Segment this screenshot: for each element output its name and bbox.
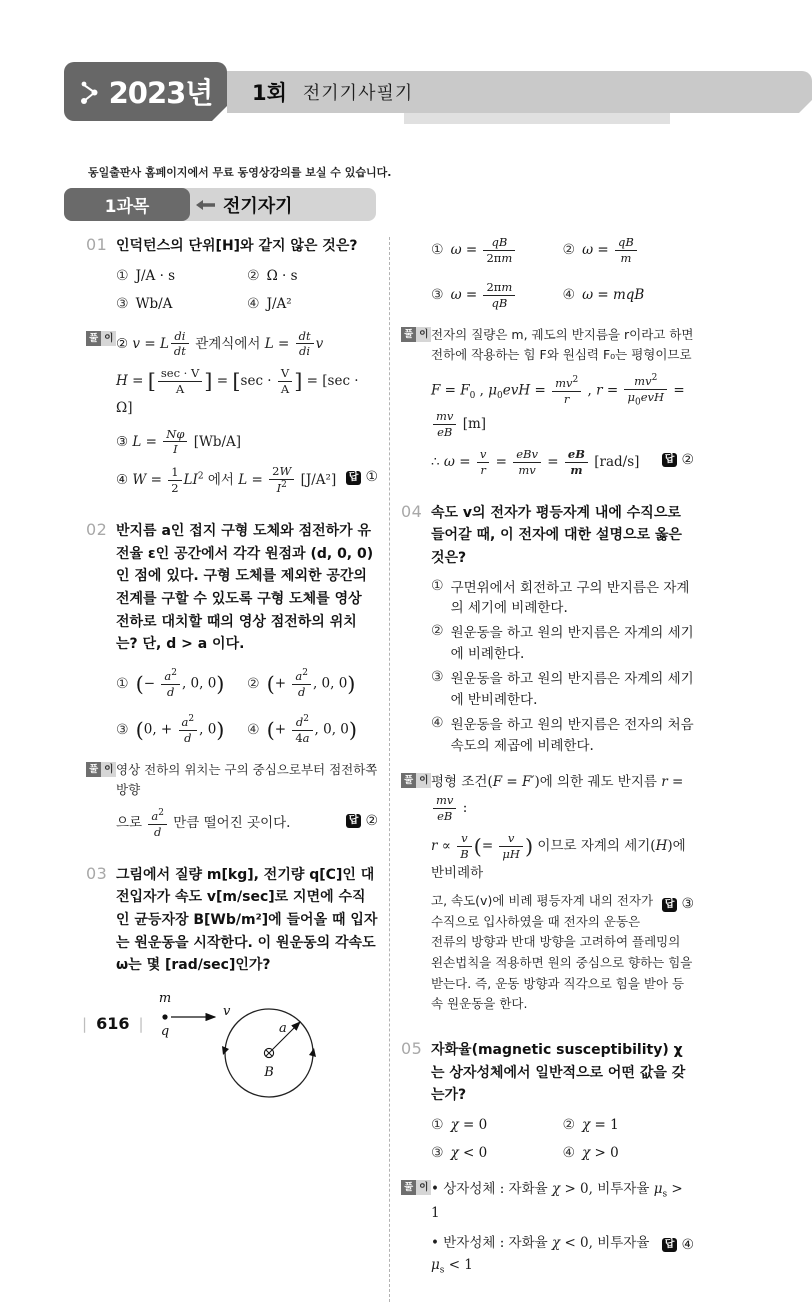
option-2: ② Ω · s [247, 267, 298, 285]
option-4: ④ J/A² [247, 295, 292, 313]
solution-line: $F = F_0$ , $\mu_0evH$ = $\frac{mv^2}{r}$ , r = $\frac{mv^2}{\mu_0evH}$ = $\frac{mv}{eB}$ [m] [431, 373, 685, 439]
solution-text: 영상 전하의 위치는 구의 중심으로부터 점전하쪽 방향 [116, 761, 378, 798]
answer-number: ① [365, 469, 378, 486]
solution-02 [89, 760, 378, 840]
exam-title: 전기기사필기 [302, 83, 414, 104]
question-02-options [116, 668, 378, 745]
solution-line: r ∝ $\frac{v}{B}$ (= $\frac{v}{\mu H}$ ) 이므로 자계의 세기(H)에 반비례하 [431, 831, 686, 881]
share-icon [79, 78, 100, 106]
question-03-number: 03 [86, 863, 108, 883]
subject-number: 1과목 [104, 197, 150, 217]
option-1: ① 구면위에서 회전하고 구의 반지름은 자계의 세기에 비례한다. [431, 577, 690, 617]
solution-line: 답 ① ④ W = $\frac{1}{2}$ $LI^2$ 에서 L = $\frac{2W}{I^2}$ [J/A²] [116, 464, 378, 496]
option-2: ② ω = $\frac{qB}{m}$ [563, 235, 695, 266]
right-column [403, 235, 694, 1302]
solution-03 [404, 325, 694, 478]
solution-badge: 풀 이 [401, 773, 431, 789]
question-02 [88, 520, 378, 839]
answer-badge: 답 ④ [662, 1234, 694, 1257]
question-05-options [431, 1115, 694, 1164]
option-4: ④ ω = mqB [562, 286, 645, 304]
page-number-bar: | [138, 1014, 144, 1033]
column-divider [389, 237, 390, 1302]
subject-number-badge [64, 188, 190, 221]
subject-name: 전기자기 [223, 195, 293, 217]
page-header [64, 62, 750, 142]
option-3: ③ χ < 0 [431, 1144, 488, 1162]
question-03-continued [403, 235, 694, 478]
left-column [88, 235, 378, 1302]
question-05 [403, 1039, 694, 1278]
solution-line: 답 ④ • 반자성체 : 자화율 χ < 0, 비투자율 $\mu_s < 1$ [431, 1234, 694, 1276]
option-1: ① ω = $\frac{qB}{2\pi m}$ [431, 235, 563, 266]
question-05-number: 05 [401, 1038, 423, 1058]
figure-label-field: B [264, 1064, 274, 1080]
answer-number: ② [365, 812, 378, 829]
solution-badge: 풀 이 [401, 1180, 431, 1196]
figure-label-velocity: v [223, 1003, 231, 1019]
content-columns [0, 221, 750, 1302]
answer-number: ② [681, 451, 694, 468]
page-number-bar: | [82, 1014, 88, 1033]
year-label: 2023년 [108, 76, 213, 110]
question-03-stem: 그림에서 질량 m[kg], 전기량 q[C]인 대전입자가 속도 v[m/sec]로 지면에 수직인 균등자장 B[Wb/m²]에 들어올 때 입자는 원운동을 시작한다. 이 원운동의 각속도 ω는 몇 [rad/sec]인가? [116, 866, 378, 974]
subject-section-bar [64, 188, 376, 221]
solution-line: 평형 조건(F = F′)에 의한 궤도 반지름 r = $\frac{mv}{eB}$ : [431, 773, 684, 824]
solution-text: 답 ③ 고, 속도(v)에 비례 평등자계 내의 전자가 수직으로 입사하였을 때 전자의 운동은 전류의 방향과 반대 방향을 고려하여 플레밍의 왼손법칙을 적용하면 원의 중심으로 향하는 힘을 받는다. 즉, 운동 방향과 직각으로 힘을 받아 등속 원운동을 한다. [431, 893, 694, 1012]
page-number: | 616 | [82, 1014, 144, 1033]
answer-number: ④ [681, 1236, 694, 1253]
option-3: ③ (0, + $\frac{a^2}{d}$ , 0) [116, 713, 225, 745]
option-1: ① J/A · s [116, 267, 176, 285]
answer-badge: 답 ② [662, 449, 694, 472]
question-01 [88, 235, 378, 496]
question-02-stem: 반지름 a인 접지 구형 도체와 점전하가 유전율 ε인 공간에서 각각 원점과 (d, 0, 0)인 점에 있다. 구형 도체를 제외한 공간의 전계를 구할 수 있도록 구형 도체를 영상 전하로 대치할 때의 영상 점전하의 위치는? 단, d > a 이다. [116, 523, 374, 653]
option-3: ③ ω = $\frac{2\pi m}{qB}$ [431, 280, 563, 311]
solution-05 [404, 1178, 694, 1279]
option-3: ③ 원운동을 하고 원의 반지름은 자계의 세기에 반비례한다. [431, 669, 694, 709]
question-03-options [431, 235, 694, 311]
question-03 [88, 864, 378, 1107]
option-4: ④ (+ $\frac{d^2}{4a}$ , 0, 0) [247, 713, 358, 745]
option-2: ② χ = 1 [562, 1116, 619, 1134]
option-4: ④ 원운동을 하고 원의 반지름은 전자의 처음 속도의 제곱에 비례한다. [431, 715, 694, 754]
solution-04 [404, 771, 694, 1015]
solution-01 [89, 328, 378, 497]
solution-text: 전자의 질량은 m, 궤도의 반지름을 r이라고 하면 전하에 작용하는 힘 F와 원심력 F₀는 평형이므로 [431, 326, 694, 363]
question-04 [403, 502, 694, 1015]
question-01-options [116, 266, 378, 315]
solution-line: • 상자성체 : 자화율 χ > 0, 비투자율 $\mu_s > 1$ [431, 1180, 683, 1222]
answer-badge: 답 ③ [662, 893, 694, 916]
question-05-stem: 자화율(magnetic susceptibility) χ는 상자성체에서 일반적으로 어떤 값을 갖는가? [431, 1041, 686, 1104]
question-04-stem: 속도 v의 전자가 평등자계 내에 수직으로 들어갈 때, 이 전자에 대한 설명으로 옳은 것은? [431, 504, 682, 566]
figure-label-radius: a [279, 1020, 287, 1036]
solution-badge: 풀 이 [86, 331, 116, 347]
solution-badge: 풀 이 [86, 762, 116, 778]
option-4: ④ χ > 0 [562, 1144, 619, 1162]
figure-label-charge: q [160, 1023, 170, 1039]
option-2: ② 원운동을 하고 원의 반지름은 자계의 세기에 비례한다. [431, 623, 694, 663]
answer-number: ③ [681, 896, 694, 913]
question-01-number: 01 [86, 235, 108, 254]
question-01-stem: 인덕턴스의 단위[H]와 같지 않은 것은? [116, 238, 358, 254]
round-label: 1회 [252, 81, 287, 105]
arrow-marker-icon [196, 200, 215, 210]
free-lecture-notice: 동일출판사 홈페이지에서 무료 동영상강의를 보실 수 있습니다. [88, 166, 392, 179]
solution-line: ③ L = $\frac{N\varphi}{I}$ [Wb/A] [116, 426, 242, 457]
solution-line: ② v = L $\frac{di}{dt}$ 관계식에서 L = $\frac{dt}{di}$ v [116, 328, 324, 359]
question-02-number: 02 [86, 520, 108, 540]
solution-line: 답 ② ∴ ω = $\frac{v}{r}$ = $\frac{\text{eBv}}{mv}$ = $\frac{eB}{m}$ [rad/s] [431, 446, 694, 477]
question-04-options [431, 578, 694, 757]
option-2: ② (+ $\frac{a^2}{d}$ , 0, 0) [247, 668, 356, 699]
solution-line: H = [ $\frac{\sec \cdot V}{A}$ ] = [sec · $\frac{V}{A}$ ] = [sec · Ω] [116, 366, 359, 417]
year-badge [64, 62, 227, 121]
circular-motion-figure [147, 985, 347, 1107]
option-1: ① χ = 0 [431, 1116, 488, 1134]
solution-badge: 풀 이 [401, 327, 431, 343]
option-3: ③ Wb/A [116, 295, 173, 313]
question-04-number: 04 [401, 501, 423, 521]
answer-badge: 답 ① [346, 466, 378, 489]
exam-page [0, 62, 750, 1276]
option-1: ① (− $\frac{a^2}{d}$ , 0, 0) [116, 668, 225, 699]
answer-badge: 답 ② [346, 810, 378, 833]
figure-label-mass: m [158, 990, 172, 1006]
solution-line: 답 ② 으로 $\frac{a^2}{d}$ 만큼 떨어진 곳이다. [116, 807, 378, 839]
